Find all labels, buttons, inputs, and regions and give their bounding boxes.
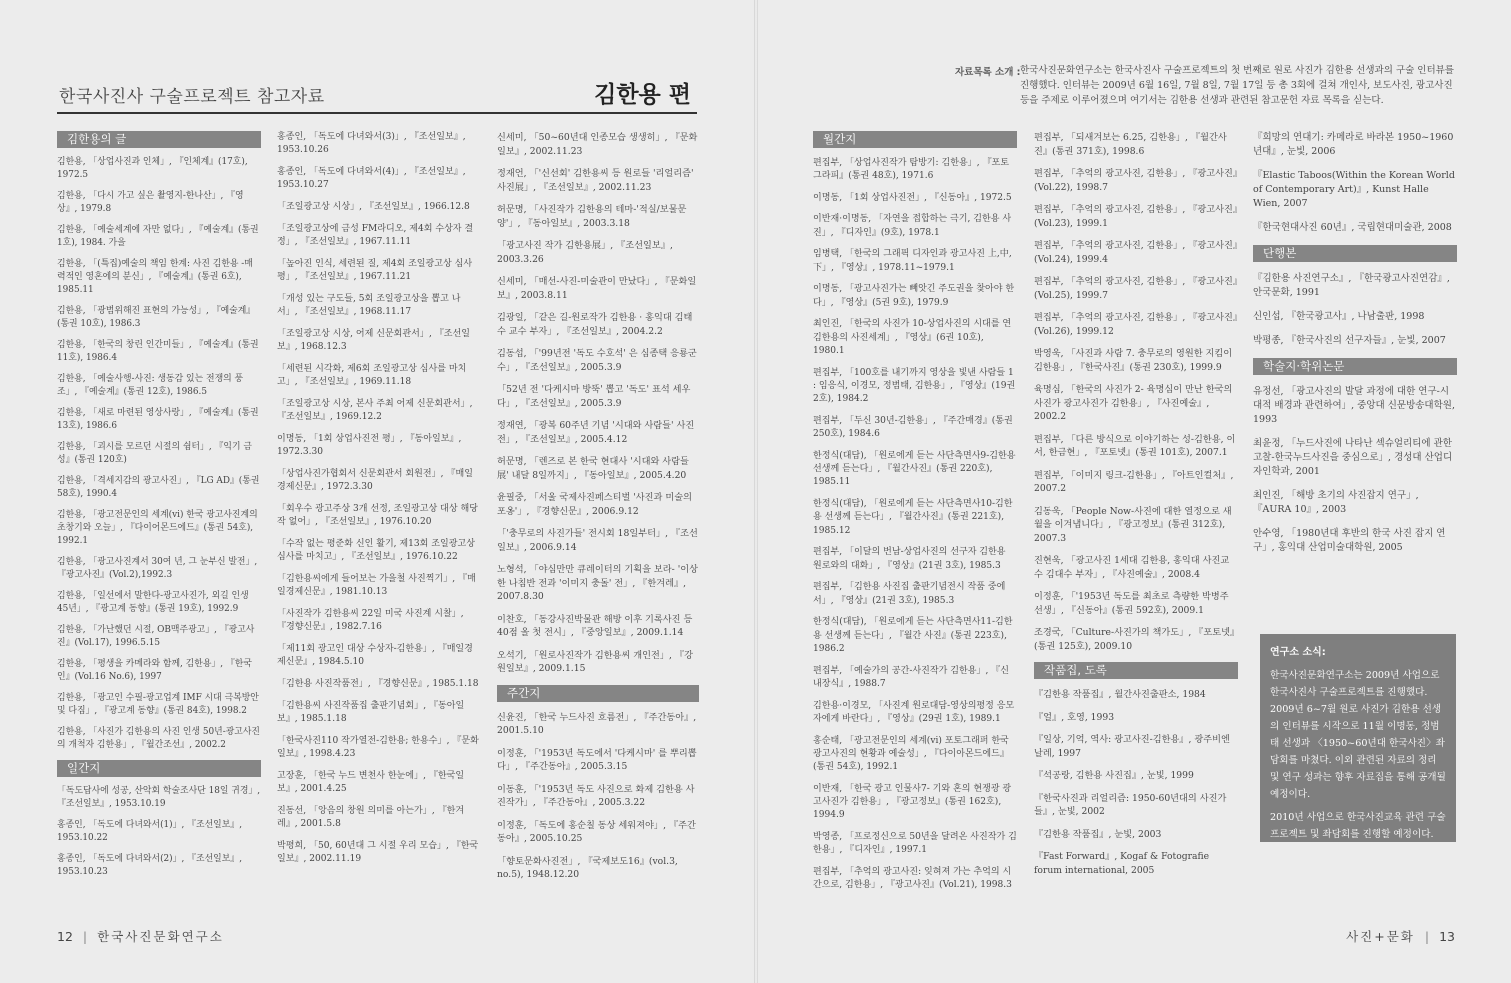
bibliography-entry: 『한국현대사진 60년』, 국립현대미술관, 2008 xyxy=(1253,222,1452,233)
bibliography-entry: 편집부, 「예술가의 공간-사진작가 김한용」, 『신내장식』, 1988.7 xyxy=(813,665,1010,689)
bibliography-entry: 홍종인, 「독도에 다녀와서(4)」, 『조선일보』, 1953.10.27 xyxy=(277,167,466,191)
bibliography-entry: 신세미, 「매선-사진-미술관이 만났다」, 『문화일보』, 2003.8.11 xyxy=(497,276,697,301)
bibliography-entry: 편집부, 「추억의 광고사진, 김한용」, 『광고사진』(Vol.23), 1999.1 xyxy=(1034,204,1238,229)
bibliography-entry: 『희망의 연대기: 카메라로 바라본 1950~1960년대』, 눈빛, 2006 xyxy=(1253,132,1454,157)
bibliography-entry: 이정훈, 「독도에 홍순칠 동상 세워져야」, 『주간동아』, 2005.10.25 xyxy=(497,819,696,844)
document-header xyxy=(57,72,697,114)
bibliography-entry: 편집부, 「김한용 사진집 출판기념전시 작품 중에서」, 『영상』(21권 3호), 1985.3 xyxy=(813,582,1006,606)
right-column-1 xyxy=(813,131,1017,901)
section-heading: 월간지 xyxy=(813,131,1017,148)
bibliography-entry: 박평종, 『한국사진의 선구자들』, 눈빛, 2007 xyxy=(1253,335,1446,346)
bibliography-entry: 김한용, 「다시 가고 싶은 촬영지-한나산」, 『영상』, 1979.8 xyxy=(57,191,244,214)
bibliography-entry: 「사진작가 김한용씨 22일 미국 사진계 시찰」, 『경향신문』, 1982.7.16 xyxy=(277,608,464,632)
bibliography-entry: 「'충무로의 사진가들' 전시회 18일부터」, 『조선일보』, 2006.9.14 xyxy=(497,528,698,553)
bibliography-entry: 안수영, 「1980년대 후반의 한국 사진 잡지 연구」, 홍익대 산업미술대학원, 2005 xyxy=(1253,528,1446,553)
bibliography-entry: 김한용, 「광고전문인의 세계(vi) 한국 광고사진계의 초창기와 오늘」, 『다이어몬드에드』(통권 54호), 1992.1 xyxy=(57,510,258,546)
publication-name: 한국사진문화연구소 xyxy=(97,929,224,944)
intro-label: 자료목록 소개 : xyxy=(955,67,1021,78)
bibliography-entry: 이명동, 「광고사진가는 빼앗긴 주도권을 찾아야 한다」, 『영상』(5권 9호), 1979.9 xyxy=(813,284,1015,308)
bibliography-entry: 유정선, 「광고사진의 발달 과정에 대한 연구-시대적 배경과 관련하여」, 중앙대 신문방송대학원, 1993 xyxy=(1253,386,1455,425)
bibliography-entry: 편집부, 「이달의 번남-상업사진의 선구자 김한용 원로와의 대화」, 『영상』(21권 3호), 1985.3 xyxy=(813,547,1006,571)
bibliography-entry: 「상업사진가협회서 신문회관서 회원전」, 『매일경제신문』, 1972.3.30 xyxy=(277,468,473,492)
section-heading: 작품집, 도록 xyxy=(1034,662,1238,679)
bibliography-entry: 이정훈, 「'1953년 독도를 최초로 측량한 박병주 선생」, 『신동아』(통권 592호), 2009.1 xyxy=(1034,591,1229,616)
bibliography-entry: 편집부, 「추억의 광고사진, 김한용」, 『광고사진』(Vol.22), 1998.7 xyxy=(1034,168,1238,193)
bibliography-entry: 김한용, 「광고사진계서 30여 년, 그 눈부신 발전」, 『광고사진』(Vol.2),1992.3 xyxy=(57,557,258,580)
bibliography-entry: 김한용, 「상업사진과 인체」, 『인체계』(17호), 1972.5 xyxy=(57,157,248,180)
news-box-title: 연구소 소식: xyxy=(1270,647,1326,658)
bibliography-entry: 육명심, 「한국의 사진가 2- 육명심이 만난 한국의 사진가 광고사진가 김한용」, 『사진예술』, 2002.2 xyxy=(1034,384,1233,422)
bibliography-entry: 편집부, 「이미지 링크-김한용」, 『아트인컬처』, 2007.2 xyxy=(1034,469,1234,494)
bibliography-entry: 박영종, 「프로정신으로 50년을 달려온 사진작가 김한용」, 『디자인』, 1997.1 xyxy=(813,832,1017,856)
section-heading: 일간지 xyxy=(57,760,261,777)
bibliography-entry: 홍종인, 「독도에 다녀와서(1)」, 『조선일보』, 1953.10.22 xyxy=(57,820,243,843)
bibliography-entry: 「김한용 사진작품전」, 『경향신문』, 1985.1.18 xyxy=(277,678,479,689)
bibliography-entry: 정재연, 「광복 60주년 기념 '시대와 사람들' 사진전」, 『조선일보』, 2005.4.12 xyxy=(497,420,695,445)
bibliography-entry: 편집부, 「100호를 내기까지 영상을 빛낸 사람들 1 : 임응식, 이경모, 정범태, 김한용」, 『영상』(19권 2호), 1984.2 xyxy=(813,367,1016,404)
bibliography-entry: 한정식(대담), 「원로에게 듣는 사단측면사11-김한용 선생께 듣는다」, 『월간 사진』(통권 223호), 1986.2 xyxy=(813,617,1013,654)
bibliography-entry: 『김한용 사진연구소』, 『한국광고사진연감』, 안국문화, 1991 xyxy=(1253,273,1450,298)
bibliography-entry: 신인섭, 『한국광고사』, 나남출판, 1998 xyxy=(1253,311,1425,322)
bibliography-entry: 오석기, 「원로사진작가 김한용씨 개인전」, 『강원일보』, 2009.1.15 xyxy=(497,649,693,674)
bibliography-entry: 최인진, 「한국의 사진가 10-상업사진의 시대를 연 김한용의 사진세계」, 『영상』(6권 10호), 1980.1 xyxy=(813,319,1012,356)
bibliography-entry: 김한용, 「광범위해진 표현의 가능성」, 『예술계』(통권 10호), 1986.3 xyxy=(57,306,256,329)
bibliography-entry: 고장훈, 「한국 누드 변천사 한눈에」, 『한국일보』, 2001.4.25 xyxy=(277,770,465,794)
bibliography-entry: 「김한용씨 사진작품집 출판기념회」, 『동아일보』, 1985.1.18 xyxy=(277,700,465,724)
bibliography-entry: 편집부, 「두신 30년-김한용」, 『주간매경』(통권 250호), 1984.6 xyxy=(813,415,1013,439)
bibliography-entry: 「독도답사에 성공, 산악회 학술조사단 18일 귀경」, 『조선일보』, 1953.10.19 xyxy=(57,786,261,809)
bibliography-entry: 『Fast Forward』, Kogaf & Fotografie forum international, 2005 xyxy=(1034,851,1210,876)
bibliography-entry: 신윤진, 「한국 누드사진 흐름전」, 『주간동아』, 2001.5.10 xyxy=(497,711,697,736)
bibliography-entry: 허문명, 「사진작가 김한용의 테마-'적실/보물문양'」, 『동아일보』, 2003.3.18 xyxy=(497,204,687,229)
bibliography-entry: 노형석, 「야심만만 큐레이터의 기획을 보라- '이상한 나침반 전과 '이미지 충돌' 전」, 『한겨레』, 2007.8.30 xyxy=(497,564,698,602)
news-box-paragraph: 한국사진문화연구소는 2009년 사업으로 한국사진사 구술프로젝트를 진행했다. 2009년 6~7월 원로 사진가 김한용 선생의 인터뷰를 시작으로 11월 이명동, 정범태 선생과 〈1950~60년대 한국사진〉좌담회를 마쳤다. 이외 관련된 자료의 정리 및 연구 성과는 향후 자료집을 통해 공개될 예정이다. xyxy=(1270,670,1446,800)
bibliography-entry: 김한용, 「괴시를 모르던 시절의 쉼터」, 『익기 금성』(통권 120호) xyxy=(57,442,252,465)
institute-news-box xyxy=(1260,634,1456,842)
bibliography-entry: 최인진, 「해방 초기의 사진잡지 연구」, 『AURA 10』, 2003 xyxy=(1253,490,1419,515)
left-folio: 12 | 한국사진문화연구소 xyxy=(57,929,224,944)
bibliography-entry: 「세련된 시각화, 제6회 조일광고상 심사를 마치고」, 『조선일보』, 1969.11.18 xyxy=(277,363,467,387)
bibliography-entry: 이정훈, 「'1953년 독도에서 '다케시마' 를 뿌리뽑다」, 『주간동아』, 2005.3.15 xyxy=(497,747,697,772)
bibliography-entry: 김한용, 「사진가 김한용의 사진 인생 50년-광고사진의 개척자 김한용」, 『월간조선』, 2002.2 xyxy=(57,727,260,750)
bibliography-entry: 편집부, 「되새겨보는 6.25, 김한용」, 『월간사진』(통권 371호), 1998.6 xyxy=(1034,132,1227,157)
bibliography-entry: 「조일광고상에 금성 FM라디오, 제4회 수상자 결정」, 『조선일보』, 1967.11.11 xyxy=(277,223,474,247)
bibliography-entry: 김한용, 「일선에서 말한다-광고사진가, 외길 인생 45년」, 『광고계 동향』(통권 19호), 1992.9 xyxy=(57,591,249,614)
left-column-1 xyxy=(57,131,261,887)
bibliography-entry: 편집부, 「추억의 광고사진: 잊혀져 가는 추억의 시간으로, 김한용」, 『광고사진』(Vol.21), 1998.3 xyxy=(813,867,1012,891)
bibliography-entry: 김한용, 「새로 마련된 영상사랑」, 『예술계』(통권 13호), 1986.6 xyxy=(57,408,259,431)
bibliography-entry: 「개성 있는 구도들, 5회 조일광고상을 뽑고 나서」, 『조선일보』, 1968.11.17 xyxy=(277,293,461,317)
news-box-paragraph: 2010년 사업으로 한국사진교육 관련 구술 프로젝트 및 좌담회를 진행할 예정이다. xyxy=(1270,812,1446,840)
bibliography-entry: 이명동, 「1회 상업사진전 평」, 『동아일보』, 1972.3.30 xyxy=(277,433,462,457)
bibliography-entry: 정재언, 「'신선회' 김한용씨 등 원로들 '리얼리즘' 사진展」, 『조선일보』, 2002.11.23 xyxy=(497,168,694,193)
bibliography-entry: 편집부, 「추억의 광고사진, 김한용」, 『광고사진』(Vol.26), 1999.12 xyxy=(1034,312,1238,337)
bibliography-entry: 「조일광고상 시상, 본사 주최 어제 신문회관서」, 『조선일보』, 1969.12.2 xyxy=(277,398,473,422)
section-heading: 단행본 xyxy=(1253,245,1457,262)
section-heading: 학술지·학위논문 xyxy=(1253,358,1457,375)
bibliography-entry: 이명동, 「1회 상업사진전」, 『신동아』, 1972.5 xyxy=(813,192,1012,203)
bibliography-entry: 이찬호, 「동강사진박물관 해방 이후 기록사진 등 40점 올 첫 전시」, 『중앙일보』, 2009.1.14 xyxy=(497,613,693,638)
bibliography-entry: 박평희, 「50, 60년대 그 시절 우리 모습」, 『한국일보』, 2002.11.19 xyxy=(277,840,479,864)
bibliography-entry: 한정식(대담), 「원로에게 듣는 사단측면사9-김한용 선생께 듣는다」, 『월간사진』(통권 220호), 1985.11 xyxy=(813,450,1016,488)
bibliography-entry: 김한용, 「가난했던 시절, OB맥주광고」, 『광고사진』(Vol.17), 1996.5.15 xyxy=(57,625,255,648)
section-heading: 주간지 xyxy=(497,685,699,702)
bibliography-entry: 홍종인, 「독도에 다녀와서(3)」, 『조선일보』, 1953.10.26 xyxy=(277,132,466,156)
book-spine xyxy=(754,0,758,983)
bibliography-entry: 조경국, 「Culture-사진가의 책가도」, 『포토넷』(통권 125호), 2009.10 xyxy=(1034,627,1235,652)
bibliography-entry: 편집부, 「추억의 광고사진, 김한용」, 『광고사진』(Vol.24), 1999.4 xyxy=(1034,240,1238,265)
bibliography-entry: 신세미, 「50~60년대 인종모습 생생히」, 『문화일보』, 2002.11.23 xyxy=(497,132,698,157)
bibliography-entry: 김한용, 「예술세계에 자만 없다」, 『예술계』(통권 1호), 1984. 가을 xyxy=(57,225,259,248)
bibliography-entry: 최윤정, 「누드사진에 나타난 섹슈얼리티에 관한 고찰-한국누드사진을 중심으로」, 경성대 산업디자인학과, 2001 xyxy=(1253,438,1453,477)
bibliography-entry: 「수작 없는 평준화 신인 활기, 제13회 조일광고상 심사를 마치고」, 『조선일보』, 1976.10.22 xyxy=(277,538,475,562)
bibliography-entry: 「향토문화사진전」, 『국제보도16』(vol.3, no.5), 1948.12.20 xyxy=(497,855,678,880)
document-subtitle: 김한용 편 xyxy=(594,82,691,108)
bibliography-entry: 이반재·이명동, 「자연을 접합하는 극기, 김한용 사진」, 『디자인』(9호), 1978.1 xyxy=(813,214,1012,238)
bibliography-entry: 김동욱, 「People Now-사진에 대한 열정으로 새월을 이겨냅니다」, 『광고정보』(통권 312호), 2007.3 xyxy=(1034,505,1232,544)
bibliography-entry: 박영욱, 「사진과 사람 7. 충무로의 영원한 지킴이 김한용」, 『한국사진』(통권 230호), 1999.9 xyxy=(1034,348,1233,373)
section-heading: 김한용의 글 xyxy=(57,131,261,148)
bibliography-entry: 김동섭, 「'99년전 '독도 수호석' 은 심종택 응룡군수」, 『조선일보』, 2005.3.9 xyxy=(497,348,697,373)
bibliography-entry: 김한용, 「한국의 창린 인간미들」, 『예술계』(통권 11호), 1986.4 xyxy=(57,340,259,363)
page-number: 13 xyxy=(1439,929,1455,944)
document-title: 한국사진사 구술프로젝트 참고자료 xyxy=(59,87,325,107)
bibliography-entry: 「52년 전 '다케시마 방뚝' 뽑고 '독도' 표석 세우다」, 『조선일보』, 2005.3.9 xyxy=(497,384,691,409)
bibliography-entry: 「한국사진110 작가열전-김한용; 한용수」, 『문화일보』, 1998.4.23 xyxy=(277,735,479,759)
bibliography-entry: 김한용, 「평생을 카메라와 함께, 김한용」, 『한국인』(Vol.16 No.6), 1997 xyxy=(57,659,252,682)
right-column-3 xyxy=(1253,131,1457,565)
bibliography-entry: 『Elastic Taboos(Within the Korean World of Contemporary Art)』, Kunst Halle Wien, 2007 xyxy=(1253,170,1455,209)
publication-name: 사진+문화 xyxy=(1346,929,1415,944)
intro-text: 한국사진문화연구소는 한국사진사 구술프로젝트의 첫 번째로 원로 사진가 김한용 선생과의 구술 인터뷰를 진행했다. 인터뷰는 2009년 6월 16일, 7월 8일, 7월 17일 등 총 3회에 걸쳐 개인사, 보도사진, 광고사진 등을 주제로 이루어졌으며 여기서는 김한용 선생과 관련된 참고문헌 자료 목록을 싣는다. xyxy=(1020,65,1454,106)
bibliography-entry: 『얼』, 호영, 1993 xyxy=(1034,711,1115,723)
bibliography-entry: 『김한용 작품집』, 월간사진출판소, 1984 xyxy=(1034,689,1206,700)
bibliography-entry: 임병택, 「한국의 그래픽 디자인과 광고사진 上,中,下」, 『영상』, 1978.11~1979.1 xyxy=(813,249,1012,273)
bibliography-entry: 김한용·이경모, 「사진계 원로대담-영상의평정 응모자에게 바란다」, 『영상』(29권 1호), 1989.1 xyxy=(813,700,1015,724)
bibliography-entry: 김한용, 「격세지감의 광고사진」, 『LG AD』(통권 58호), 1990.4 xyxy=(57,476,260,499)
bibliography-entry: 편집부, 「상업사진작가 탐방기: 김한용」, 『포토그라피』(통권 48호), 1971.6 xyxy=(813,157,1010,181)
bibliography-entry: 『석공랑, 김한용 사진집』, 눈빛, 1999 xyxy=(1034,770,1194,781)
bibliography-entry: 「높아진 인식, 세련된 질, 제4회 조일광고상 심사평」, 『조선일보』, 1967.11.21 xyxy=(277,258,473,282)
bibliography-entry: 「광고사진 작가 김한용展」, 『조선일보』, 2003.3.26 xyxy=(497,240,673,265)
page-number: 12 xyxy=(57,929,73,944)
bibliography-entry: 「조일광고상 시상, 어제 신문회관서」, 『조선일보』, 1968.12.3 xyxy=(277,328,470,352)
left-column-2 xyxy=(277,131,479,875)
bibliography-entry: 『일상, 기억, 역사: 광고사진-김한용』, 광주비엔날레, 1997 xyxy=(1034,734,1230,759)
bibliography-entry: 진현욱, 「광고사진 1세대 김한용, 홍익대 사진교수 김대수 부자」, 『사진예술』, 2008.4 xyxy=(1034,555,1230,580)
bibliography-entry: 김한용, 「(특집)예술의 책임 한계: 사진 김한용 -매력적인 영혼에의 분신」, 『예술계』(통권 6호), 1985.11 xyxy=(57,259,253,295)
bibliography-entry: 『김한용 작품집』, 눈빛, 2003 xyxy=(1034,828,1162,840)
bibliography-entry: 편집부, 「추억의 광고사진, 김한용」, 『광고사진』(Vol.25), 1999.7 xyxy=(1034,276,1238,301)
left-column-3 xyxy=(497,131,699,891)
right-folio: 사진+문화 | 13 xyxy=(1346,929,1455,944)
bibliography-entry: 『한국사진과 리얼리즘: 1950-60년대의 사진가들』, 눈빛, 2002 xyxy=(1034,792,1227,817)
bibliography-entry: 「제11회 광고인 대상 수상자-김한용」, 『매일경제신문』, 1984.5.10 xyxy=(277,643,473,667)
bibliography-entry: 이반재, 「한국 광고 인물사7- 기와 혼의 현쟁광 광고사진가 김한용」, 『광고정보』(통권 162호), 1994.9 xyxy=(813,783,1012,821)
bibliography-entry: 허문명, 「렌즈로 본 한국 현대사 '시대와 사람들展' 내달 8일까지」, 『동아일보』, 2005.4.20 xyxy=(497,456,689,481)
bibliography-entry: 김한용, 「예술사행-사진: 생동감 있는 전쟁의 풍조」, 『예술계』(통권 12호), 1986.5 xyxy=(57,374,244,397)
bibliography-entry: 김한용, 「광고인 수필-광고업계 IMF 시대 극복방안 및 다짐」, 『광고계 동향』(통권 84호), 1998.2 xyxy=(57,693,259,716)
bibliography-entry: 이동훈, 「'1953년 독도 사진으로 화제 김한용 사진작가」, 『주간동아』, 2005.3.22 xyxy=(497,783,695,808)
bibliography-entry: 한정식(대담), 「원로에게 듣는 사단측면사10-김한용 선생께 듣는다」, 『월간사진』(통권 221호), 1985.12 xyxy=(813,499,1013,536)
right-column-2 xyxy=(1034,131,1238,886)
bibliography-entry: 편집부, 「다른 방식으로 이야기하는 성-김한용, 이서, 한금현」, 『포토넷』(통권 101호), 2007.1 xyxy=(1034,433,1236,458)
bibliography-entry: 「김한용씨에게 들어보는 가을철 사진찍기」, 『매일경제신문』, 1981.10.13 xyxy=(277,573,476,597)
bibliography-entry: 윤필중, 「서울 국제사진페스티벌 '사진과 미술의 포옹'」, 『경향신문』, 2006.9.12 xyxy=(497,492,692,517)
bibliography-entry: 「회우수 광고주상 3개 선정, 조일광고상 대상 해당작 없어」, 『조선일보』, 1976.10.20 xyxy=(277,503,478,527)
bibliography-entry: 진동선, 「앙음의 창원 의미를 아는가」, 『한겨레』, 2001.5.8 xyxy=(277,805,465,829)
bibliography-entry: 김광일, 「같은 길-원로작가 김한용 · 홍익대 김태수 교수 부자」, 『조선일보』, 2004.2.2 xyxy=(497,312,693,337)
bibliography-entry: 홍종인, 「독도에 다녀와서(2)」, 『조선일보』, 1953.10.23 xyxy=(57,854,243,877)
bibliography-entry: 홍순태, 「광고전문인의 세계(vi) 포토그래퍼 한국 광고사진의 현황과 예술성」, 『다이아몬드에드』(통권 54호), 1992.1 xyxy=(813,735,1009,772)
bibliography-entry: 「조일광고상 시상」, 『조선일보』, 1966.12.8 xyxy=(277,202,470,212)
